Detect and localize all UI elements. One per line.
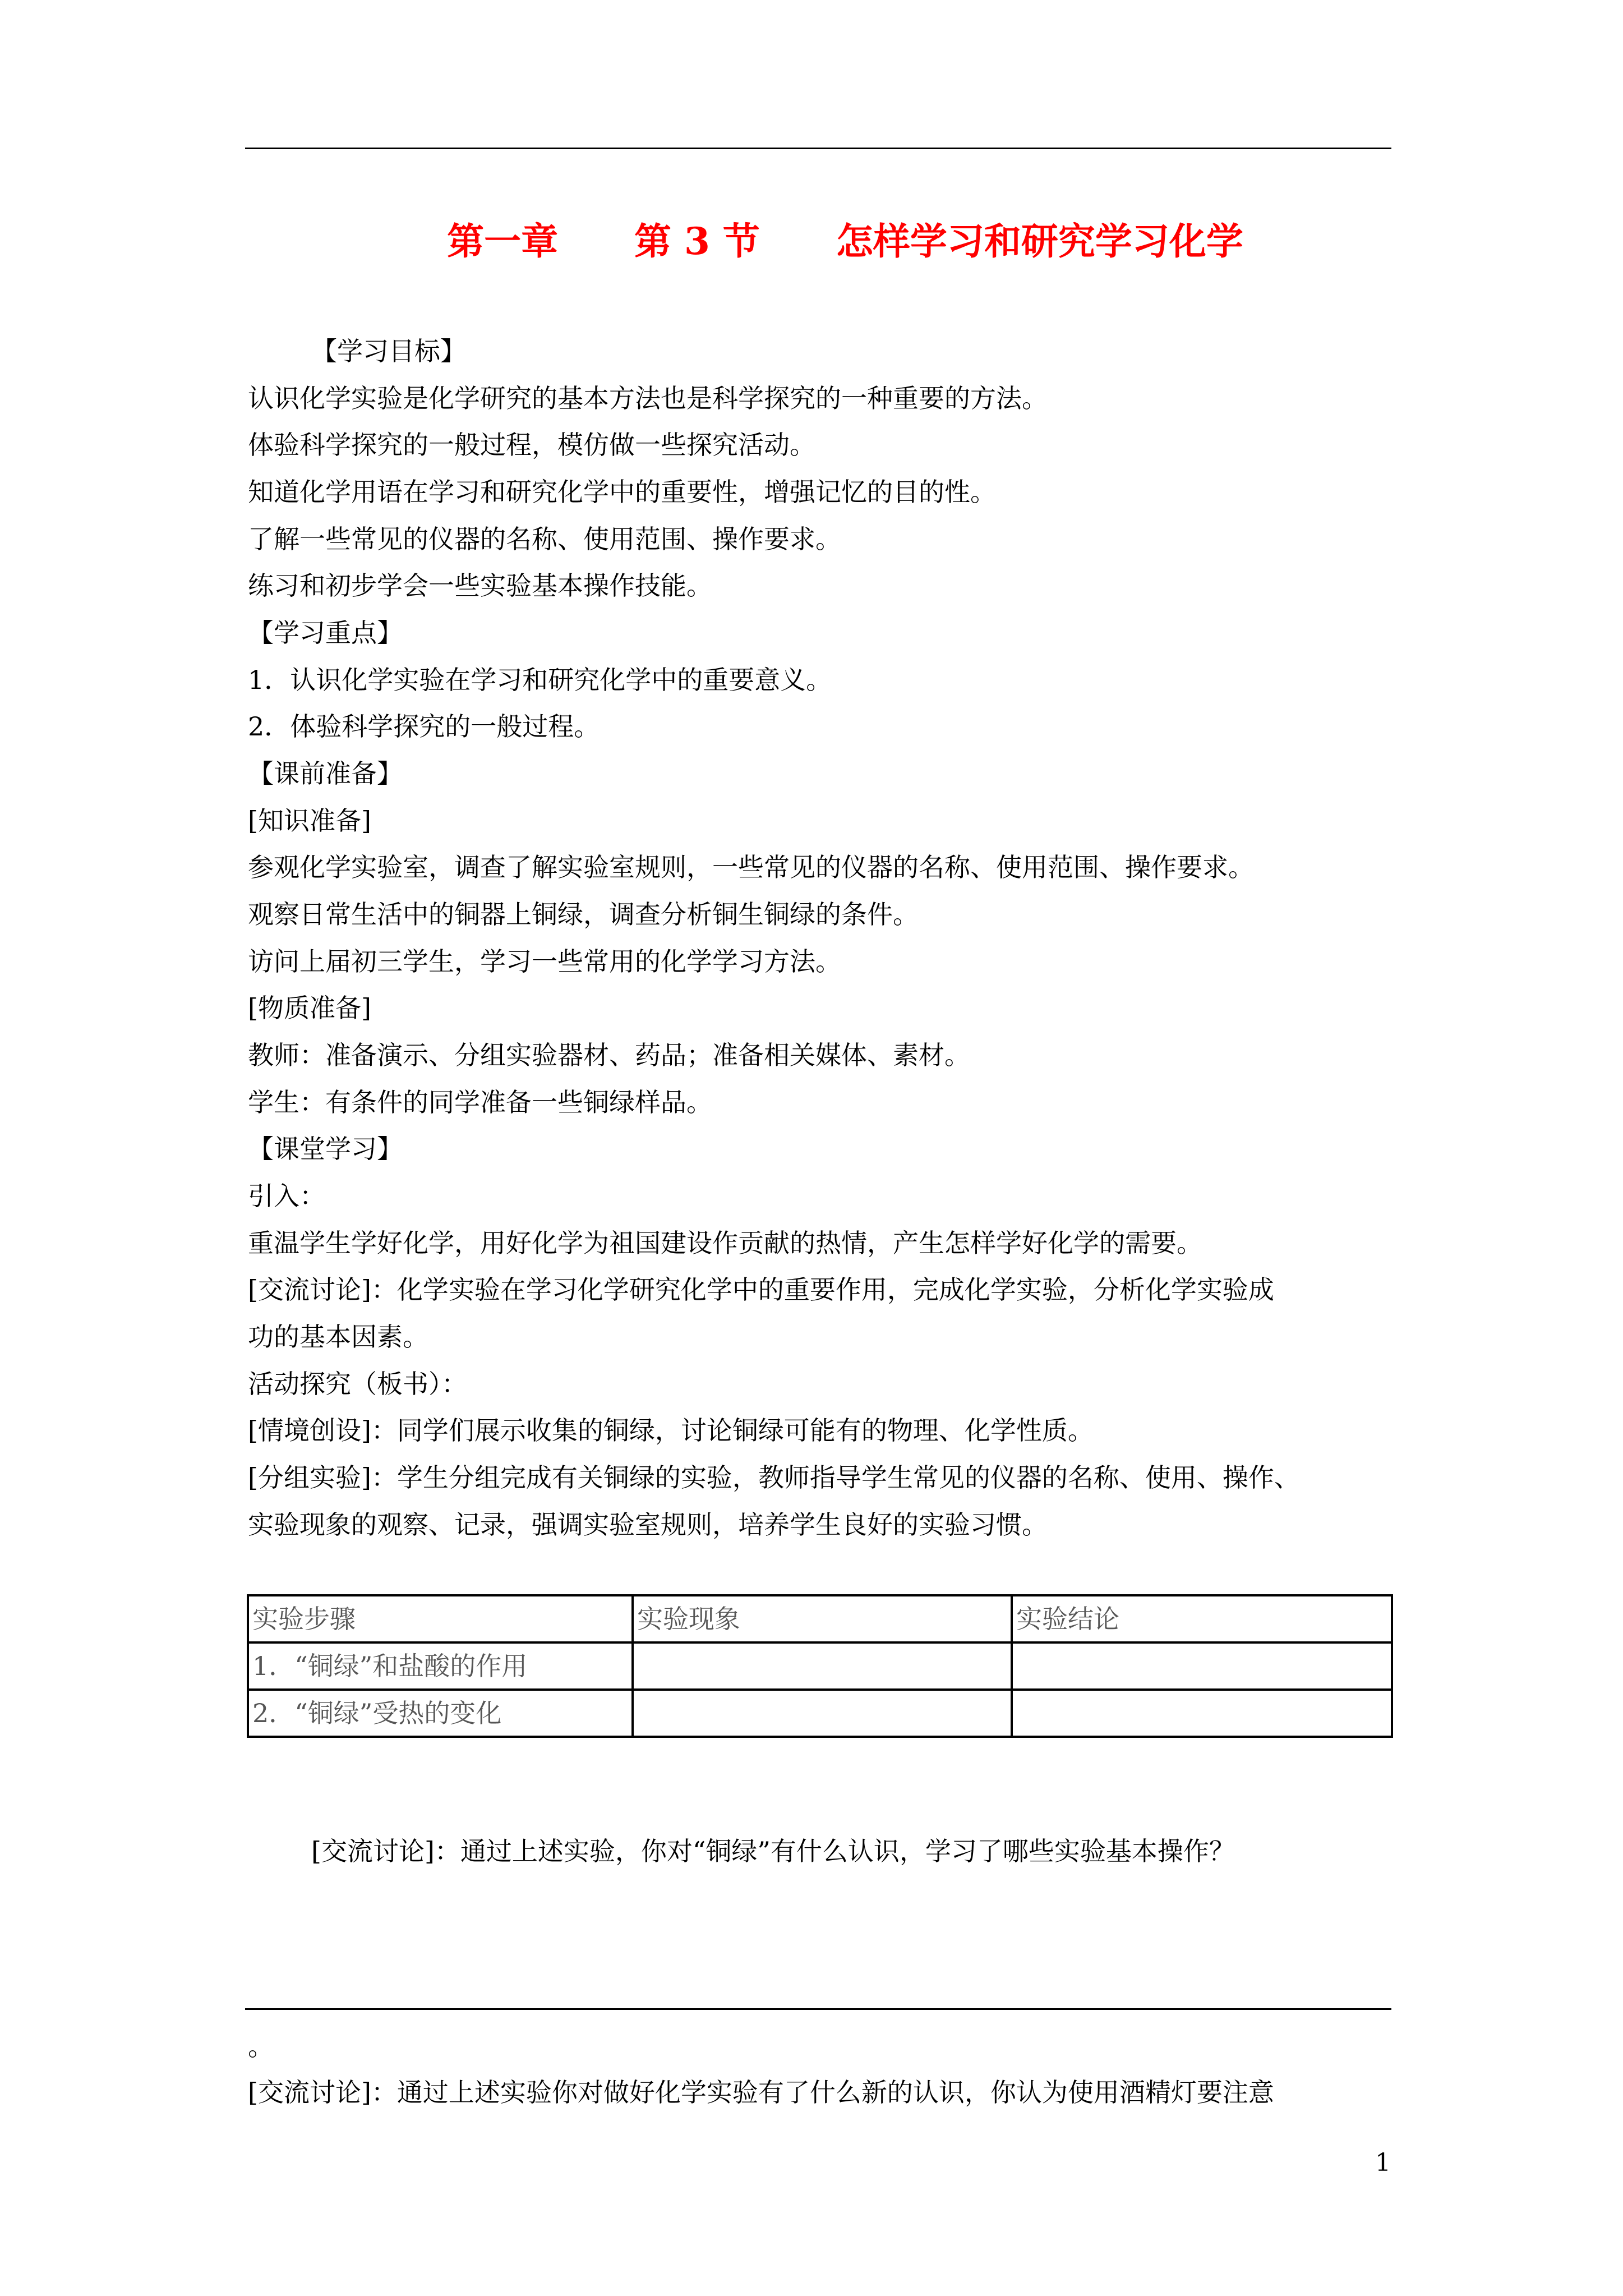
body-line: 2．体验科学探究的一般过程。 xyxy=(248,711,600,742)
period-mark: 。 xyxy=(248,2031,274,2062)
preparation-heading: 【课前准备】 xyxy=(248,758,403,789)
table-row xyxy=(248,1642,1392,1690)
page-number: 1 xyxy=(1375,2148,1391,2177)
table-header-cell: 实验步骤 xyxy=(248,1595,633,1642)
discussion-question: [交流讨论]：通过上述实验，你对“铜绿”有什么认识，学习了哪些实验基本操作？ xyxy=(311,1836,1235,1866)
subheading: [物质准备] xyxy=(248,993,371,1023)
body-line: 活动探究（板书）： xyxy=(248,1369,467,1399)
learning-goals-heading: 【学习目标】 xyxy=(311,336,466,366)
table-cell: 2．“铜绿”受热的变化 xyxy=(248,1690,633,1737)
experiment-table xyxy=(247,1594,1393,1738)
body-line: 引入： xyxy=(248,1181,325,1211)
body-line: 教师：准备演示、分组实验器材、药品；准备相关媒体、素材。 xyxy=(248,1040,970,1070)
table-cell xyxy=(1012,1690,1392,1737)
table-header-row xyxy=(248,1595,1392,1642)
body-line: [分组实验]：学生分组完成有关铜绿的实验，教师指导学生常见的仪器的名称、使用、操作、 xyxy=(248,1462,1300,1493)
body-line: 访问上届初三学生，学习一些常用的化学学习方法。 xyxy=(248,946,841,977)
body-line: 功的基本因素。 xyxy=(248,1322,428,1352)
table-row xyxy=(248,1690,1392,1737)
body-line: 认识化学实验是化学研究的基本方法也是科学探究的一种重要的方法。 xyxy=(248,383,1048,413)
body-line: 参观化学实验室，调查了解实验室规则，一些常见的仪器的名称、使用范围、操作要求。 xyxy=(248,852,1254,882)
table-cell xyxy=(633,1642,1012,1690)
body-line: 学生：有条件的同学准备一些铜绿样品。 xyxy=(248,1087,712,1117)
body-line: 1．认识化学实验在学习和研究化学中的重要意义。 xyxy=(248,665,832,695)
table-header-cell: 实验结论 xyxy=(1012,1595,1392,1642)
table-cell xyxy=(633,1690,1012,1737)
table-cell xyxy=(1012,1642,1392,1690)
page-title xyxy=(0,216,1623,266)
body-line: 重温学生学好化学，用好化学为祖国建设作贡献的热情，产生怎样学好化学的需要。 xyxy=(248,1228,1202,1258)
table-cell: 1．“铜绿”和盐酸的作用 xyxy=(248,1642,633,1690)
classroom-heading: 【课堂学习】 xyxy=(248,1134,403,1164)
header-rule xyxy=(245,148,1391,149)
table-header-cell: 实验现象 xyxy=(633,1595,1012,1642)
answer-line xyxy=(245,2008,1391,2010)
title-chapter: 第一章 xyxy=(447,219,559,263)
body-line: [情境创设]：同学们展示收集的铜绿，讨论铜绿可能有的物理、化学性质。 xyxy=(248,1415,1094,1446)
body-line: 知道化学用语在学习和研究化学中的重要性，增强记忆的目的性。 xyxy=(248,477,996,507)
body-line: 观察日常生活中的铜器上铜绿，调查分析铜生铜绿的条件。 xyxy=(248,899,919,930)
body-line: 体验科学探究的一般过程，模仿做一些探究活动。 xyxy=(248,430,815,460)
subheading: [知识准备] xyxy=(248,806,371,836)
key-points-heading: 【学习重点】 xyxy=(248,618,403,648)
discussion-question: [交流讨论]：通过上述实验你对做好化学实验有了什么新的认识，你认为使用酒精灯要注意 xyxy=(248,2077,1274,2108)
body-line: [交流讨论]：化学实验在学习化学研究化学中的重要作用，完成化学实验，分析化学实验成 xyxy=(248,1274,1274,1305)
body-line: 练习和初步学会一些实验基本操作技能。 xyxy=(248,570,712,601)
title-topic: 怎样学习和研究学习化学 xyxy=(836,219,1243,263)
body-line: 实验现象的观察、记录，强调实验室规则，培养学生良好的实验习惯。 xyxy=(248,1510,1048,1540)
title-section: 第 3 节 xyxy=(634,219,760,263)
body-line: 了解一些常见的仪器的名称、使用范围、操作要求。 xyxy=(248,524,841,554)
